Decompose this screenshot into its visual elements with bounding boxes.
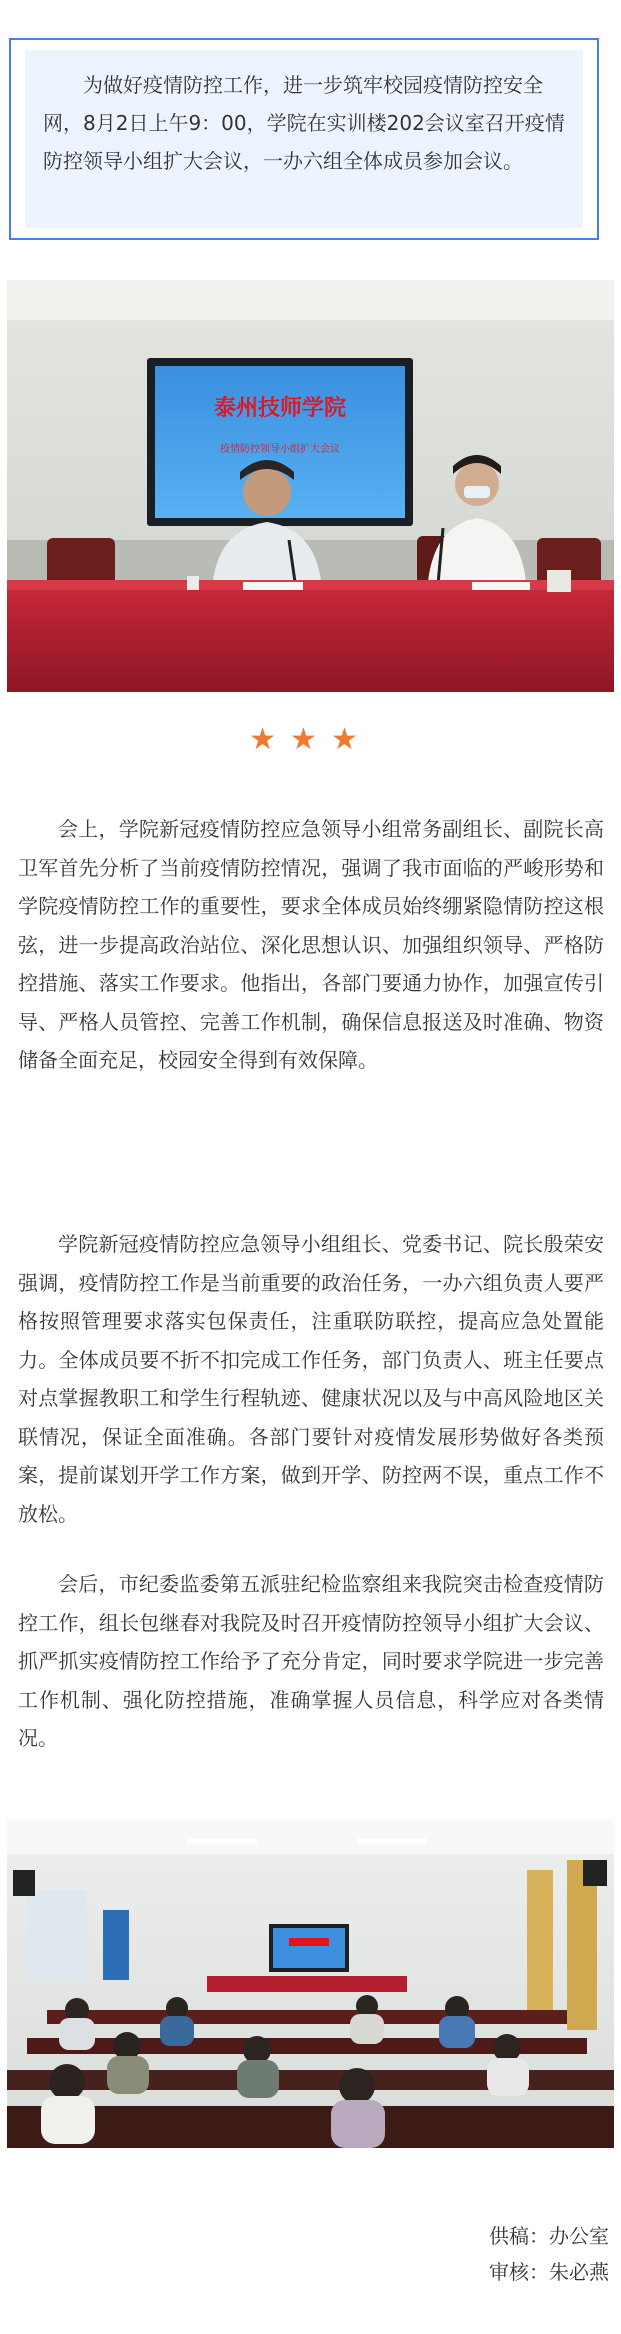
intro-frame [9,38,599,240]
paragraph-meeting-opening: 会上，学院新冠疫情防控应急领导小组常务副组长、副院长高卫军首先分析了当前疫情防控情况，强调了我市面临的严峻形势和学院疫情防控工作的重要性，要求全体成员始终绷紧隐情防控这根弦，进一步提高政治站位、深化思想认识、加强组织领导、严格防控措施、落实工作要求。他指出，各部门要通力协作，加强宣传引导、严格人员管控、完善工作机制，确保信息报送及时准确、物资储备全面充足，校园安全得到有效保障。 [18,817,604,1072]
screen-subtitle: 疫情防控领导小组扩大会议 [220,444,340,455]
reviewer-line: 审核：朱必燕 [489,2260,609,2284]
meeting-photo-head-table [7,280,614,692]
star-divider: ★★★ [249,722,372,757]
contributor-line: 供稿：办公室 [489,2224,609,2248]
paragraph-inspection: 会后，市纪委监委第五派驻纪检监察组来我院突击检查疫情防控工作，组长包继春对我院及时召开疫情防控领导小组扩大会议、抓严抓实疫情防控工作给予了充分肯定，同时要求学院进一步完善工作机制、强化防控措施，准确掌握人员信息，科学应对各类情况。 [18,1572,604,1750]
screen-title: 泰州技师学院 [213,396,347,421]
paragraph-leader-remarks: 学院新冠疫情防控应急领导小组组长、党委书记、院长殷荣安强调，疫情防控工作是当前重要的政治任务，一办六组负责人要严格按照管理要求落实包保责任，注重联防联控，提高应急处置能力。全体成员要不折不扣完成工作任务，部门负责人、班主任要点对点掌握教职工和学生行程轨迹、健康状况以及与中高风险地区关联情况，保证全面准确。各部门要针对疫情发展形势做好各类预案，提前谋划开学工作方案，做到开学、防控两不误，重点工作不放松。 [18,1232,604,1526]
article-credits [489,2218,609,2290]
intro-text: 为做好疫情防控工作，进一步筑牢校园疫情防控安全网，8月2日上午9：00，学院在实训楼202会议室召开疫情防控领导小组扩大会议，一办六组全体成员参加会议。 [43,73,565,173]
intro-panel [25,50,583,228]
meeting-photo-audience [7,1820,614,2148]
